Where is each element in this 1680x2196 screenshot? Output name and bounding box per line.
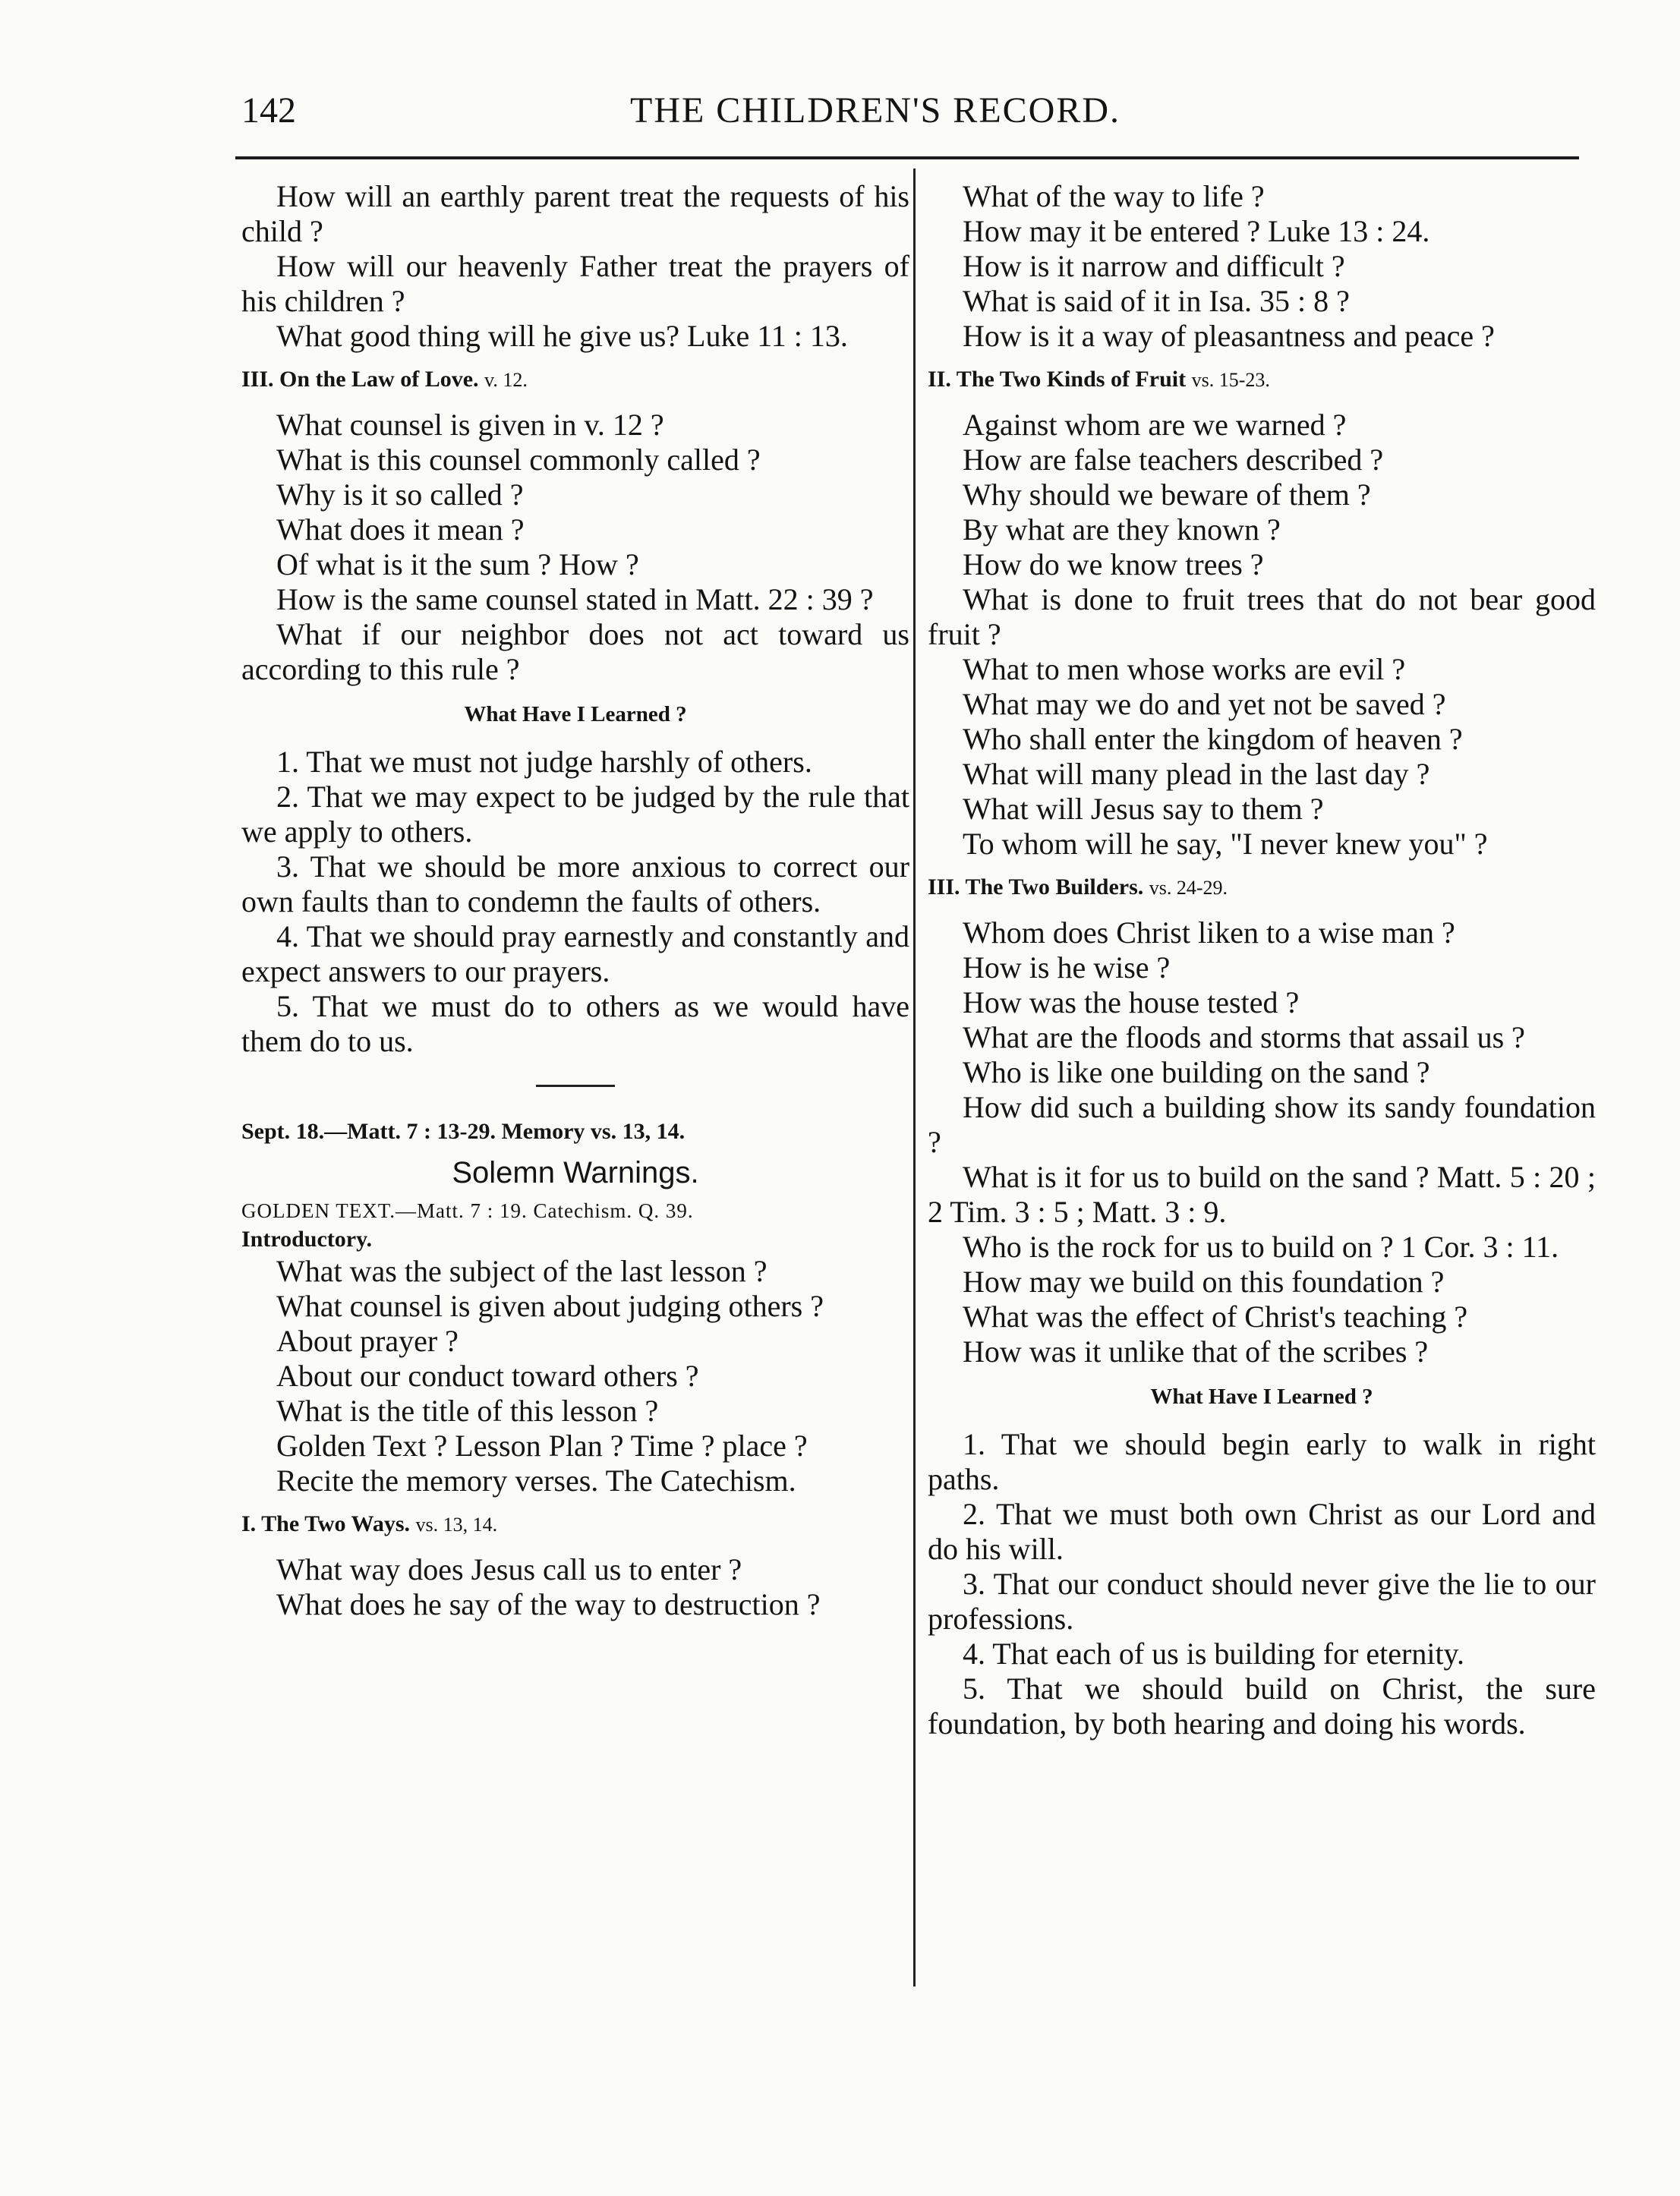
section-title: III. On the Law of Love. xyxy=(241,367,479,392)
question-line: What if our neighbor does not act toward us according to this rule ? xyxy=(241,617,909,686)
question-line: How will our heavenly Father treat the prayers of his children ? xyxy=(241,249,909,318)
question-line: How is it a way of pleasantness and peace ? xyxy=(963,319,1495,353)
introductory-heading: Introductory. xyxy=(241,1227,372,1252)
question-line: Who is the rock for us to build on ? 1 Cor. 3 : 11. xyxy=(963,1230,1559,1264)
section-heading xyxy=(241,366,909,394)
question-line: How may it be entered ? Luke 13 : 24. xyxy=(963,214,1430,248)
section-reference: v. 12. xyxy=(484,369,528,391)
question-line: How is the same counsel stated in Matt. 22 : 39 ? xyxy=(276,582,874,616)
section-title: I. The Two Ways. xyxy=(241,1511,411,1536)
question-line: What way does Jesus call us to enter ? xyxy=(276,1552,742,1586)
header-rule xyxy=(235,156,1579,159)
question-line: How was it unlike that of the scribes ? xyxy=(963,1334,1429,1369)
page-number: 142 xyxy=(241,90,296,131)
section-reference: vs. 24-29. xyxy=(1149,877,1228,899)
question-line: About our conduct toward others ? xyxy=(276,1359,699,1393)
question-line: How is he wise ? xyxy=(963,950,1171,985)
question-line: What of the way to life ? xyxy=(963,179,1265,213)
question-line: How may we build on this foundation ? xyxy=(963,1265,1445,1299)
section-separator xyxy=(536,1085,615,1087)
lesson-date-line: Sept. 18.—Matt. 7 : 13-29. Memory vs. 13, 14. xyxy=(241,1119,686,1144)
section-reference: vs. 13, 14. xyxy=(415,1514,498,1536)
question-line: What counsel is given in v. 12 ? xyxy=(276,408,664,442)
learned-item: 2. That we must both own Christ as our Lord and do his will. xyxy=(928,1497,1596,1566)
learned-item: 2. That we may expect to be judged by the rule that we apply to others. xyxy=(241,780,909,849)
golden-text-line: GOLDEN TEXT.—Matt. 7 : 19. Catechism. Q. 39. xyxy=(241,1199,694,1222)
question-line: To whom will he say, "I never knew you" ? xyxy=(963,827,1488,861)
question-line: What was the effect of Christ's teaching ? xyxy=(963,1300,1468,1334)
learned-item: 5. That we should build on Christ, the sure foundation, by both hearing and doing his words. xyxy=(928,1671,1596,1741)
section-reference: vs. 15-23. xyxy=(1191,369,1270,391)
question-line: What was the subject of the last lesson ? xyxy=(276,1254,768,1288)
question-line: How did such a building show its sandy foundation ? xyxy=(928,1090,1596,1159)
left-column xyxy=(241,179,909,1622)
question-line: What will Jesus say to them ? xyxy=(963,792,1324,826)
lesson-title: Solemn Warnings. xyxy=(452,1156,699,1189)
question-line: How do we know trees ? xyxy=(963,547,1264,581)
question-line: What are the floods and storms that assail us ? xyxy=(963,1020,1525,1054)
learned-item: 3. That our conduct should never give the lie to our professions. xyxy=(928,1567,1596,1636)
question-line: Golden Text ? Lesson Plan ? Time ? place ? xyxy=(276,1429,808,1463)
question-line: Of what is it the sum ? How ? xyxy=(276,547,639,581)
section-title: II. The Two Kinds of Fruit xyxy=(928,367,1187,392)
question-line: What is said of it in Isa. 35 : 8 ? xyxy=(963,284,1350,318)
learned-heading: What Have I Learned ? xyxy=(1150,1385,1373,1409)
section-title: III. The Two Builders. xyxy=(928,874,1144,900)
question-line: Why should we beware of them ? xyxy=(963,477,1371,512)
column-divider xyxy=(913,169,916,1986)
question-line: What is the title of this lesson ? xyxy=(276,1394,659,1428)
learned-item: 1. That we must not judge harshly of others. xyxy=(276,745,812,779)
question-line: How are false teachers described ? xyxy=(963,443,1384,477)
question-line: How is it narrow and difficult ? xyxy=(963,249,1345,283)
learned-item: 4. That we should pray earnestly and constantly and expect answers to our prayers. xyxy=(241,919,909,988)
learned-item: 4. That each of us is building for eternity. xyxy=(963,1637,1464,1671)
question-line: What to men whose works are evil ? xyxy=(963,652,1406,686)
learned-item: 1. That we should begin early to walk in right paths. xyxy=(928,1427,1596,1496)
page-header xyxy=(241,90,1579,143)
question-line: What counsel is given about judging others ? xyxy=(276,1289,824,1323)
question-line: What is this counsel commonly called ? xyxy=(276,443,761,477)
learned-item: 3. That we should be more anxious to correct our own faults than to condemn the faults of others. xyxy=(241,849,909,918)
question-line: Who shall enter the kingdom of heaven ? xyxy=(963,722,1463,756)
learned-heading: What Have I Learned ? xyxy=(464,702,687,726)
question-line: What does it mean ? xyxy=(276,512,525,547)
question-line: What will many plead in the last day ? xyxy=(963,757,1430,791)
question-line: How will an earthly parent treat the requests of his child ? xyxy=(241,179,909,248)
question-line: What may we do and yet not be saved ? xyxy=(963,687,1446,721)
question-line: Against whom are we warned ? xyxy=(963,408,1347,442)
question-line: About prayer ? xyxy=(276,1324,459,1358)
section-heading xyxy=(928,874,1596,902)
learned-item: 5. That we must do to others as we would have them do to us. xyxy=(241,989,909,1058)
question-line: Why is it so called ? xyxy=(276,477,524,512)
question-line: What does he say of the way to destruction ? xyxy=(276,1587,821,1621)
question-line: How was the house tested ? xyxy=(963,985,1300,1019)
question-line: What is done to fruit trees that do not bear good fruit ? xyxy=(928,582,1596,651)
question-line: Who is like one building on the sand ? xyxy=(963,1055,1430,1089)
question-line: Recite the memory verses. The Catechism. xyxy=(276,1463,796,1498)
question-line: What is it for us to build on the sand ? Matt. 5 : 20 ; 2 Tim. 3 : 5 ; Matt. 3 : 9. xyxy=(928,1160,1596,1229)
question-line: What good thing will he give us? Luke 11 : 13. xyxy=(276,319,848,353)
running-title: THE CHILDREN'S RECORD. xyxy=(630,90,1121,131)
question-line: Whom does Christ liken to a wise man ? xyxy=(963,915,1455,950)
section-heading xyxy=(241,1511,909,1539)
question-line: By what are they known ? xyxy=(963,512,1281,547)
right-column xyxy=(928,179,1596,1741)
section-heading xyxy=(928,366,1596,394)
